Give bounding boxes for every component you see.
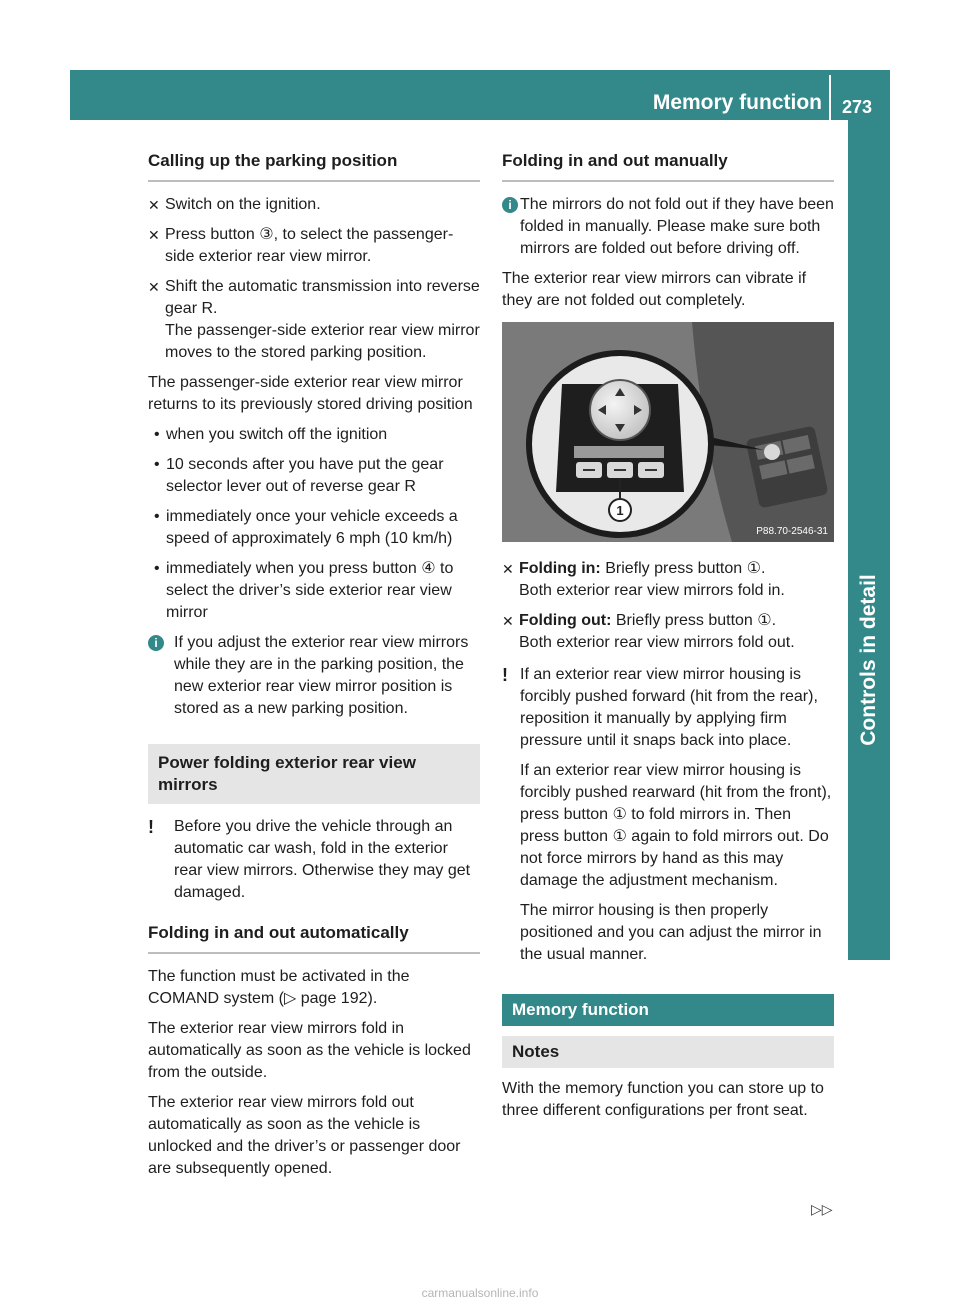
- figure-code: P88.70-2546-31: [756, 526, 828, 537]
- step-result: Both exterior rear view mirrors fold in.: [519, 582, 785, 599]
- footer-site: carmanualsonline.info: [421, 1286, 539, 1300]
- step-item: [148, 224, 480, 268]
- step-arrow-icon: ✕: [502, 613, 514, 629]
- info-note: [148, 632, 480, 720]
- figure-callout: 1: [616, 503, 624, 518]
- right-column: [502, 150, 834, 1130]
- warning-note-text: Before you drive the vehicle through an automatic car wash, fold in the exterior rear view mirrors. Otherwise they may get damaged.: [174, 818, 471, 901]
- step-label: Folding in:: [519, 560, 601, 577]
- paragraph: With the memory function you can store up to three different configurations per front seat.: [502, 1080, 824, 1119]
- step-text: Briefly press button ①.: [605, 560, 766, 577]
- section-tab-label: Controls in detail: [857, 574, 880, 746]
- page-number: 273: [842, 97, 873, 117]
- step-arrow-icon: ✕: [148, 227, 160, 243]
- list-item: [154, 506, 480, 550]
- list-item-text: when you switch off the ignition: [166, 426, 388, 443]
- header-divider: [829, 75, 831, 120]
- returns-paragraph: The passenger-side exterior rear view mirror returns to its previously stored driving position: [148, 374, 473, 413]
- page-title: Memory function: [652, 91, 822, 114]
- info-note-text: The mirrors do not fold out if they have been folded in manually. Please make sure both mirrors are folded out before driving off.: [520, 196, 834, 257]
- warning-icon: !: [148, 817, 154, 837]
- info-icon: i: [148, 635, 164, 651]
- heading-power-folding: Power folding exterior rear view mirrors: [148, 744, 480, 804]
- info-icon: i: [502, 197, 518, 213]
- side-tab: [848, 120, 890, 370]
- step-result: Both exterior rear view mirrors fold out.: [519, 634, 795, 651]
- step-text: Briefly press button ①.: [615, 612, 777, 629]
- step-text: Press button ③, to select the passenger-side exterior rear view mirror.: [165, 226, 454, 265]
- continue-mark: ▷▷: [811, 1201, 833, 1217]
- step-result: The passenger-side exterior rear view mirror moves to the stored parking position.: [165, 322, 480, 361]
- warning-paragraph: The mirror housing is then properly positioned and you can adjust the mirror in the usual manner.: [520, 902, 822, 963]
- heading-memory-function: Memory function: [502, 994, 834, 1026]
- step-item: [148, 194, 480, 216]
- mirror-switch-illustration: [502, 322, 834, 542]
- warning-note-body: [520, 664, 834, 966]
- warning-note: [502, 664, 834, 966]
- list-item: [154, 424, 480, 446]
- heading-notes: Notes: [502, 1036, 834, 1068]
- list-item-text: immediately once your vehicle exceeds a speed of approximately 6 mph (10 km/h): [166, 508, 458, 547]
- mirror-switch-figure: [502, 322, 834, 542]
- heading-folding-manual: Folding in and out manually: [502, 150, 834, 182]
- paragraph: The exterior rear view mirrors fold in automatically as soon as the vehicle is locked from the outside.: [148, 1020, 471, 1081]
- list-item: [154, 558, 480, 624]
- bullet-icon: •: [154, 426, 160, 443]
- list-item: [154, 454, 480, 498]
- step-text: Switch on the ignition.: [165, 196, 321, 213]
- info-note: [502, 194, 834, 260]
- step-block: [519, 610, 795, 654]
- paragraph: The exterior rear view mirrors fold out automatically as soon as the vehicle is unlocked and the driver’s or passenger door are subsequently opened.: [148, 1094, 461, 1177]
- bullet-icon: •: [154, 508, 160, 525]
- step-item: [502, 610, 834, 654]
- list-item-text: immediately when you press button ④ to select the driver’s side exterior rear view mirror: [166, 560, 454, 621]
- heading-folding-auto: Folding in and out automatically: [148, 922, 480, 954]
- step-block: [519, 558, 785, 602]
- warning-note: [148, 816, 480, 904]
- heading-parking-position: Calling up the parking position: [148, 150, 480, 182]
- step-arrow-icon: ✕: [502, 561, 514, 577]
- left-column: [148, 150, 480, 1188]
- paragraph: The exterior rear view mirrors can vibrate if they are not folded out completely.: [502, 270, 807, 309]
- step-label: Folding out:: [519, 612, 612, 629]
- info-note-text: If you adjust the exterior rear view mirrors while they are in the parking position, the new exterior rear view mirror position is stored as a new parking position.: [174, 634, 469, 717]
- list-item-text: 10 seconds after you have put the gear selector lever out of reverse gear R: [166, 456, 444, 495]
- step-block: [165, 276, 480, 364]
- warning-paragraph: If an exterior rear view mirror housing is forcibly pushed forward (hit from the rear), reposition it manually by applying firm pressure until it snaps back into place.: [520, 666, 818, 749]
- paragraph: The function must be activated in the COMAND system (▷ page 192).: [148, 968, 410, 1007]
- step-arrow-icon: ✕: [148, 197, 160, 213]
- step-item: [148, 276, 480, 364]
- bullet-icon: •: [154, 560, 160, 577]
- step-arrow-icon: ✕: [148, 279, 160, 295]
- step-text: Shift the automatic transmission into reverse gear R.: [165, 278, 480, 317]
- step-item: [502, 558, 834, 602]
- bullet-icon: •: [154, 456, 160, 473]
- warning-paragraph: If an exterior rear view mirror housing is forcibly pushed rearward (hit from the front), press button ① to fold mirrors in. Then press button ① again to fold mirrors out. Do not force mirrors by hand as this may damage the adjustment mechanism.: [520, 762, 832, 889]
- warning-icon: !: [502, 665, 508, 685]
